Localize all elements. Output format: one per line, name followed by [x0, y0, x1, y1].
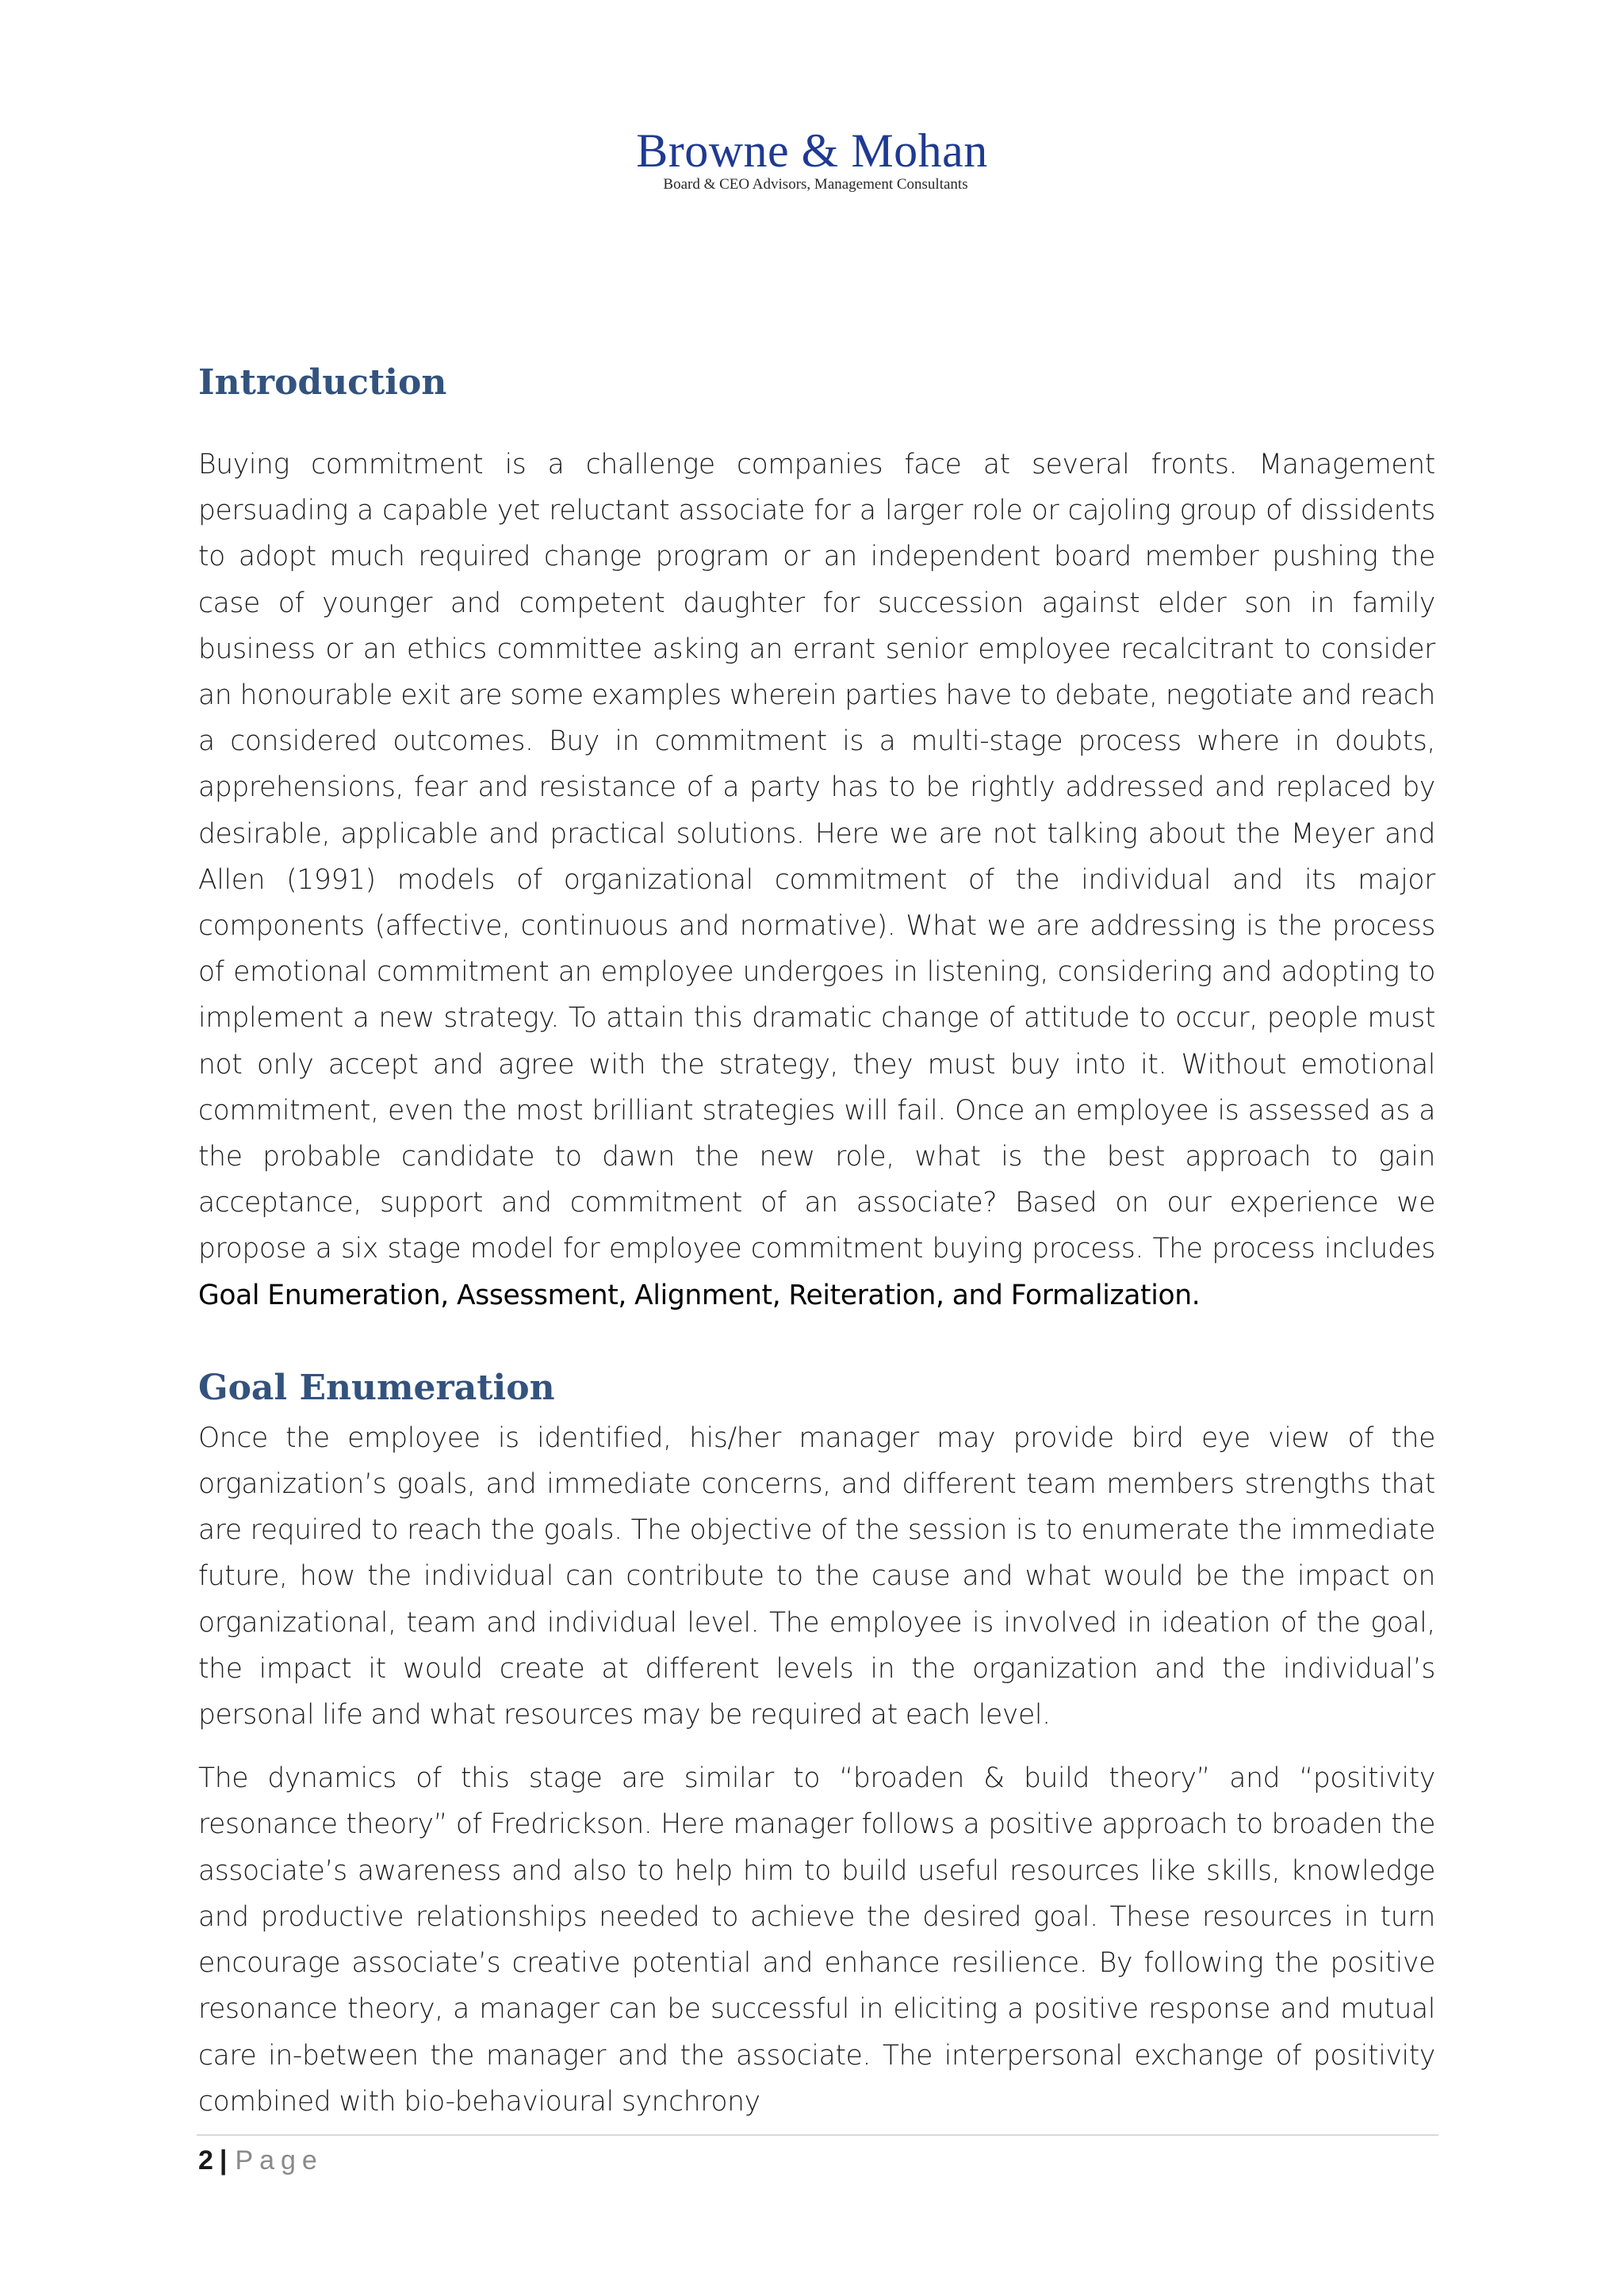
page-footer [198, 2144, 324, 2177]
page-label: Page [235, 2145, 324, 2175]
section-heading-introduction: Introduction [198, 362, 447, 403]
logo-tagline: Board & CEO Advisors, Management Consultants [663, 176, 968, 193]
page-separator: | [219, 2145, 228, 2175]
stage-list: Goal Enumeration, Assessment, Alignment, Reiteration, and Formalization. [198, 1279, 1201, 1311]
goal-enumeration-paragraph-1: Once the employee is identified, his/her manager may provide bird eye view of the organization’s goals, and immediate concerns, and different team members strengths that are required to reach the goals. The objective of the session is to enumerate the immediate future, how the individual can contribute to the cause and what would be the impact on organizational, team and individual level. The employee is involved in ideation of the goal, the impact it would create at different levels in the organization and the individual’s personal life and what resources may be required at each level. [198, 1422, 1435, 1732]
introduction-text: Buying commitment is a challenge companies face at several fronts. Management persuading a capable yet reluctant associate for a larger role or cajoling group of dissidents to adopt much required change program or an independent board member pushing the case of younger and competent daughter for succession against elder son in family business or an ethics committee asking an errant senior employee recalcitrant to consider an honourable exit are some examples wherein parties have to debate, negotiate and reach a considered outcomes. Buy in commitment is a multi-stage process where in doubts, apprehensions, fear and resistance of a party has to be rightly addressed and replaced by desirable, applicable and practical solutions. Here we are not talking about the Meyer and Allen (1991) models of organizational commitment of the individual and its major components (affective, continuous and normative). What we are addressing is the process of emotional commitment an employee undergoes in listening, considering and adopting to implement a new strategy. To attain this dramatic change of attitude to occur, people must not only accept and agree with the strategy, they must buy into it. Without emotional commitment, even the most brilliant strategies will fail. Once an employee is assessed as a the probable candidate to dawn the new role, what is the best approach to gain acceptance, support and commitment of an associate? Based on our experience we propose a six stage model for employee commitment buying process. The process includes [198, 449, 1435, 1265]
footer-divider [197, 2134, 1438, 2136]
document-body [198, 361, 1435, 2125]
logo-name: Browne & Mohan [636, 124, 988, 177]
introduction-paragraph [198, 442, 1435, 1318]
goal-enumeration-paragraph-2: The dynamics of this stage are similar to “broaden & build theory” and “positivity resonance theory” of Fredrickson. Here manager follows a positive approach to broaden the associate’s awareness and also to help him to build useful resources like skills, knowledge and productive relationships needed to achieve the desired goal. These resources in turn encourage associate’s creative potential and enhance resilience. By following the positive resonance theory, a manager can be successful in eliciting a positive response and mutual care in-between the manager and the associate. The interpersonal exchange of positivity combined with bio-behavioural synchrony [198, 1762, 1435, 2118]
page-number: 2 [198, 2145, 213, 2175]
section-heading-goal-enumeration: Goal Enumeration [198, 1367, 555, 1408]
company-logo [0, 125, 1624, 193]
